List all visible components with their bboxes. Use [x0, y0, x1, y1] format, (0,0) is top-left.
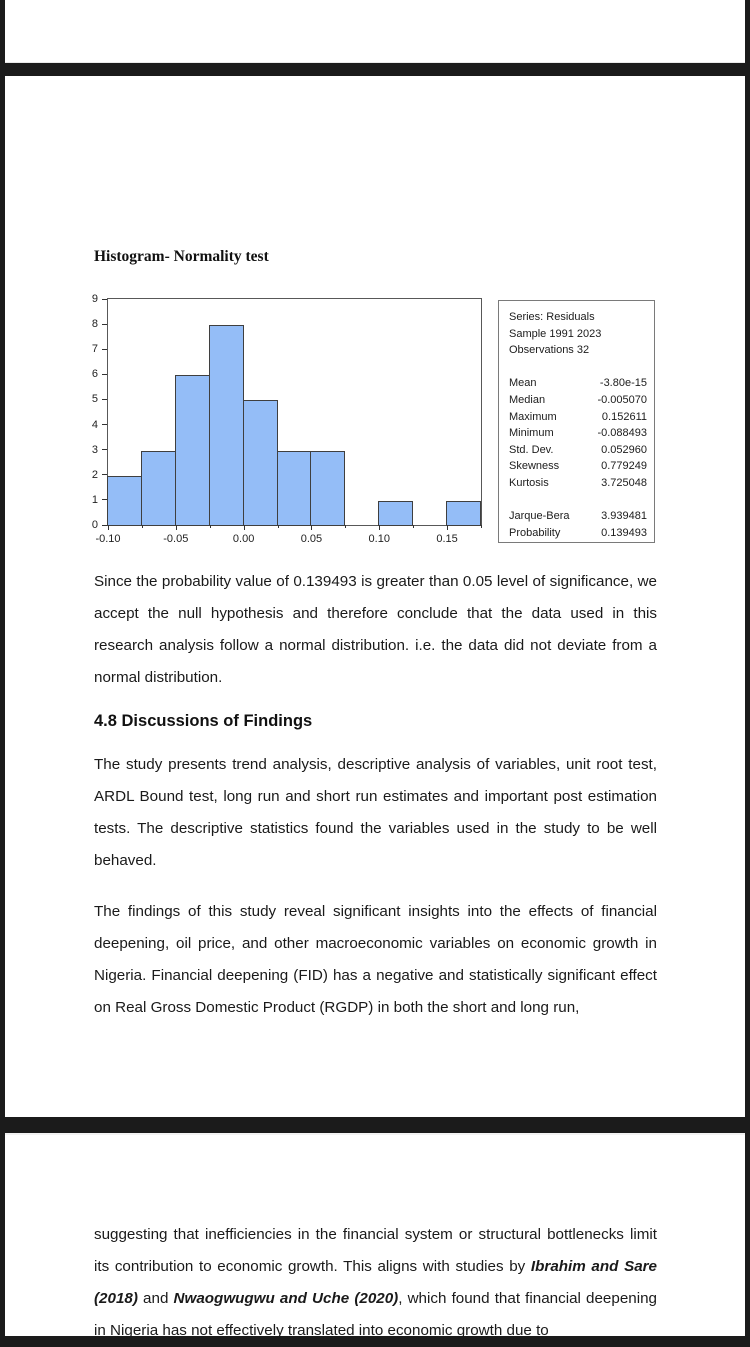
stats-spacer — [499, 359, 654, 376]
y-axis-label: 3 — [91, 443, 98, 456]
stats-value: -0.005070 — [597, 393, 647, 406]
y-axis-tick — [102, 299, 107, 300]
y-axis-tick — [102, 324, 107, 325]
stats-value: 3.725048 — [601, 476, 647, 489]
y-axis-tick — [102, 424, 107, 425]
current-page — [5, 76, 745, 1117]
stats-row — [499, 326, 654, 343]
stats-label: Maximum — [509, 410, 557, 423]
stats-label: Skewness — [509, 460, 560, 473]
x-axis-minor-tick — [142, 525, 143, 528]
chart-plot-area — [91, 293, 482, 545]
heading-discussions-of-findings: 4.8 Discussions of Findings — [94, 712, 313, 730]
x-axis-tick — [447, 525, 448, 530]
stats-label: Series: Residuals — [509, 311, 595, 323]
y-axis-label: 2 — [91, 468, 98, 481]
histogram-bar — [141, 451, 176, 526]
stats-label: Jarque-Bera — [509, 510, 570, 523]
x-axis-tick — [108, 525, 109, 530]
next-page-top — [5, 1133, 745, 1339]
stats-value: 0.779249 — [601, 460, 647, 473]
y-axis-label: 4 — [91, 418, 98, 431]
stats-label: Mean — [509, 377, 537, 390]
y-axis-label: 5 — [91, 393, 98, 406]
stats-row — [499, 475, 654, 492]
y-axis-tick — [102, 525, 107, 526]
stats-row — [499, 442, 654, 459]
histogram-bar — [378, 501, 413, 526]
y-axis-tick — [102, 374, 107, 375]
histogram-bar — [243, 400, 278, 526]
x-axis-minor-tick — [345, 525, 346, 528]
histogram-bar — [107, 476, 142, 526]
stats-label: Observations 32 — [509, 344, 590, 357]
y-axis-label: 7 — [91, 343, 98, 356]
stats-label: Kurtosis — [509, 476, 549, 489]
x-axis-label: 0.10 — [368, 533, 390, 545]
stats-label: Median — [509, 393, 546, 406]
x-axis-tick — [379, 525, 380, 530]
stats-value: 0.152611 — [601, 410, 647, 423]
y-axis-label: 0 — [91, 519, 98, 531]
y-axis-label: 6 — [91, 368, 98, 381]
x-axis-label: 0.05 — [300, 533, 323, 545]
stats-value: 0.139493 — [601, 526, 647, 539]
histogram-bar — [209, 325, 244, 526]
x-axis-minor-tick — [413, 525, 414, 528]
paragraph-continuation — [94, 1219, 657, 1347]
paragraph-text: suggesting that inefficiencies in the financial system or structural bottlenecks limit its contribution to economic growth. This aligns with studies by — [94, 1226, 657, 1275]
y-axis-tick — [102, 499, 107, 500]
stats-row — [499, 409, 654, 426]
citation: Nwaogwugwu and Uche (2020) — [173, 1290, 399, 1307]
x-axis-tick — [176, 525, 177, 530]
x-axis-minor-tick — [210, 525, 211, 528]
stats-label: Probability — [509, 526, 561, 539]
paragraph-text: and — [137, 1290, 174, 1307]
stats-row — [499, 425, 654, 442]
histogram-bar — [277, 451, 311, 526]
stats-panel — [498, 300, 655, 543]
stats-value: -0.088493 — [597, 427, 647, 440]
stats-row — [499, 342, 654, 359]
y-axis-label: 9 — [91, 293, 98, 305]
y-axis-tick — [102, 474, 107, 475]
stats-row — [499, 375, 654, 392]
paragraph-findings: The findings of this study reveal significant insights into the effects of financial deepening, oil price, and other macroeconomic variables on economic growth in Nigeria. Financial deepening (FID) has a negative and statistically significant effect on Real Gross Domestic Product (RGDP) in both the short and long run, — [94, 903, 657, 1016]
y-axis-tick — [102, 399, 107, 400]
x-axis-label: -0.10 — [95, 533, 121, 545]
stats-label: Std. Dev. — [509, 443, 554, 456]
paragraph-study-overview: The study presents trend analysis, descriptive analysis of variables, unit root test, ARDL Bound test, long run and short run estimates and important post estimation tests. The descriptive statistics found the variables used in the study to be well behaved. — [94, 756, 657, 869]
x-axis-minor-tick — [481, 525, 482, 528]
stats-value: -3.80e-15 — [599, 377, 647, 390]
histogram-bar — [310, 451, 345, 526]
x-axis-label: -0.05 — [163, 533, 189, 545]
x-axis-label: 0.00 — [232, 533, 255, 545]
y-axis-tick — [102, 449, 107, 450]
x-axis-tick — [311, 525, 312, 530]
paragraph-text: , which found that financial deepening in Nigeria has not effectively translated into economic growth due to — [94, 1290, 657, 1339]
y-axis-label: 8 — [91, 318, 98, 331]
stats-value: 3.939481 — [601, 510, 647, 523]
x-axis-tick — [244, 525, 245, 530]
stats-label: Sample 1991 2023 — [509, 327, 602, 340]
stats-row — [499, 508, 654, 525]
stats-row — [499, 392, 654, 409]
stats-value: 0.052960 — [601, 443, 647, 456]
y-axis-tick — [102, 349, 107, 350]
histogram-bar — [175, 375, 210, 526]
citation: Ibrahim and Sare (2018) — [94, 1258, 658, 1307]
histogram-bar — [446, 501, 481, 526]
paragraph-normality-conclusion: Since the probability value of 0.139493 is greater than 0.05 level of significance, we accept the null hypothesis and therefore conclude that the data used in this research analysis follow a normal distribution. i.e. the data did not deviate from a normal distribution. — [94, 573, 657, 686]
stats-row — [499, 309, 654, 326]
stats-spacer — [499, 492, 654, 509]
x-axis-label: 0.15 — [436, 533, 458, 545]
stats-row — [499, 525, 654, 542]
stats-label: Minimum — [509, 427, 554, 440]
section-title: Histogram- Normality test — [94, 248, 269, 265]
y-axis-label: 1 — [91, 493, 98, 506]
stats-row — [499, 458, 654, 475]
previous-page-bottom — [5, 0, 745, 63]
x-axis-minor-tick — [278, 525, 279, 528]
